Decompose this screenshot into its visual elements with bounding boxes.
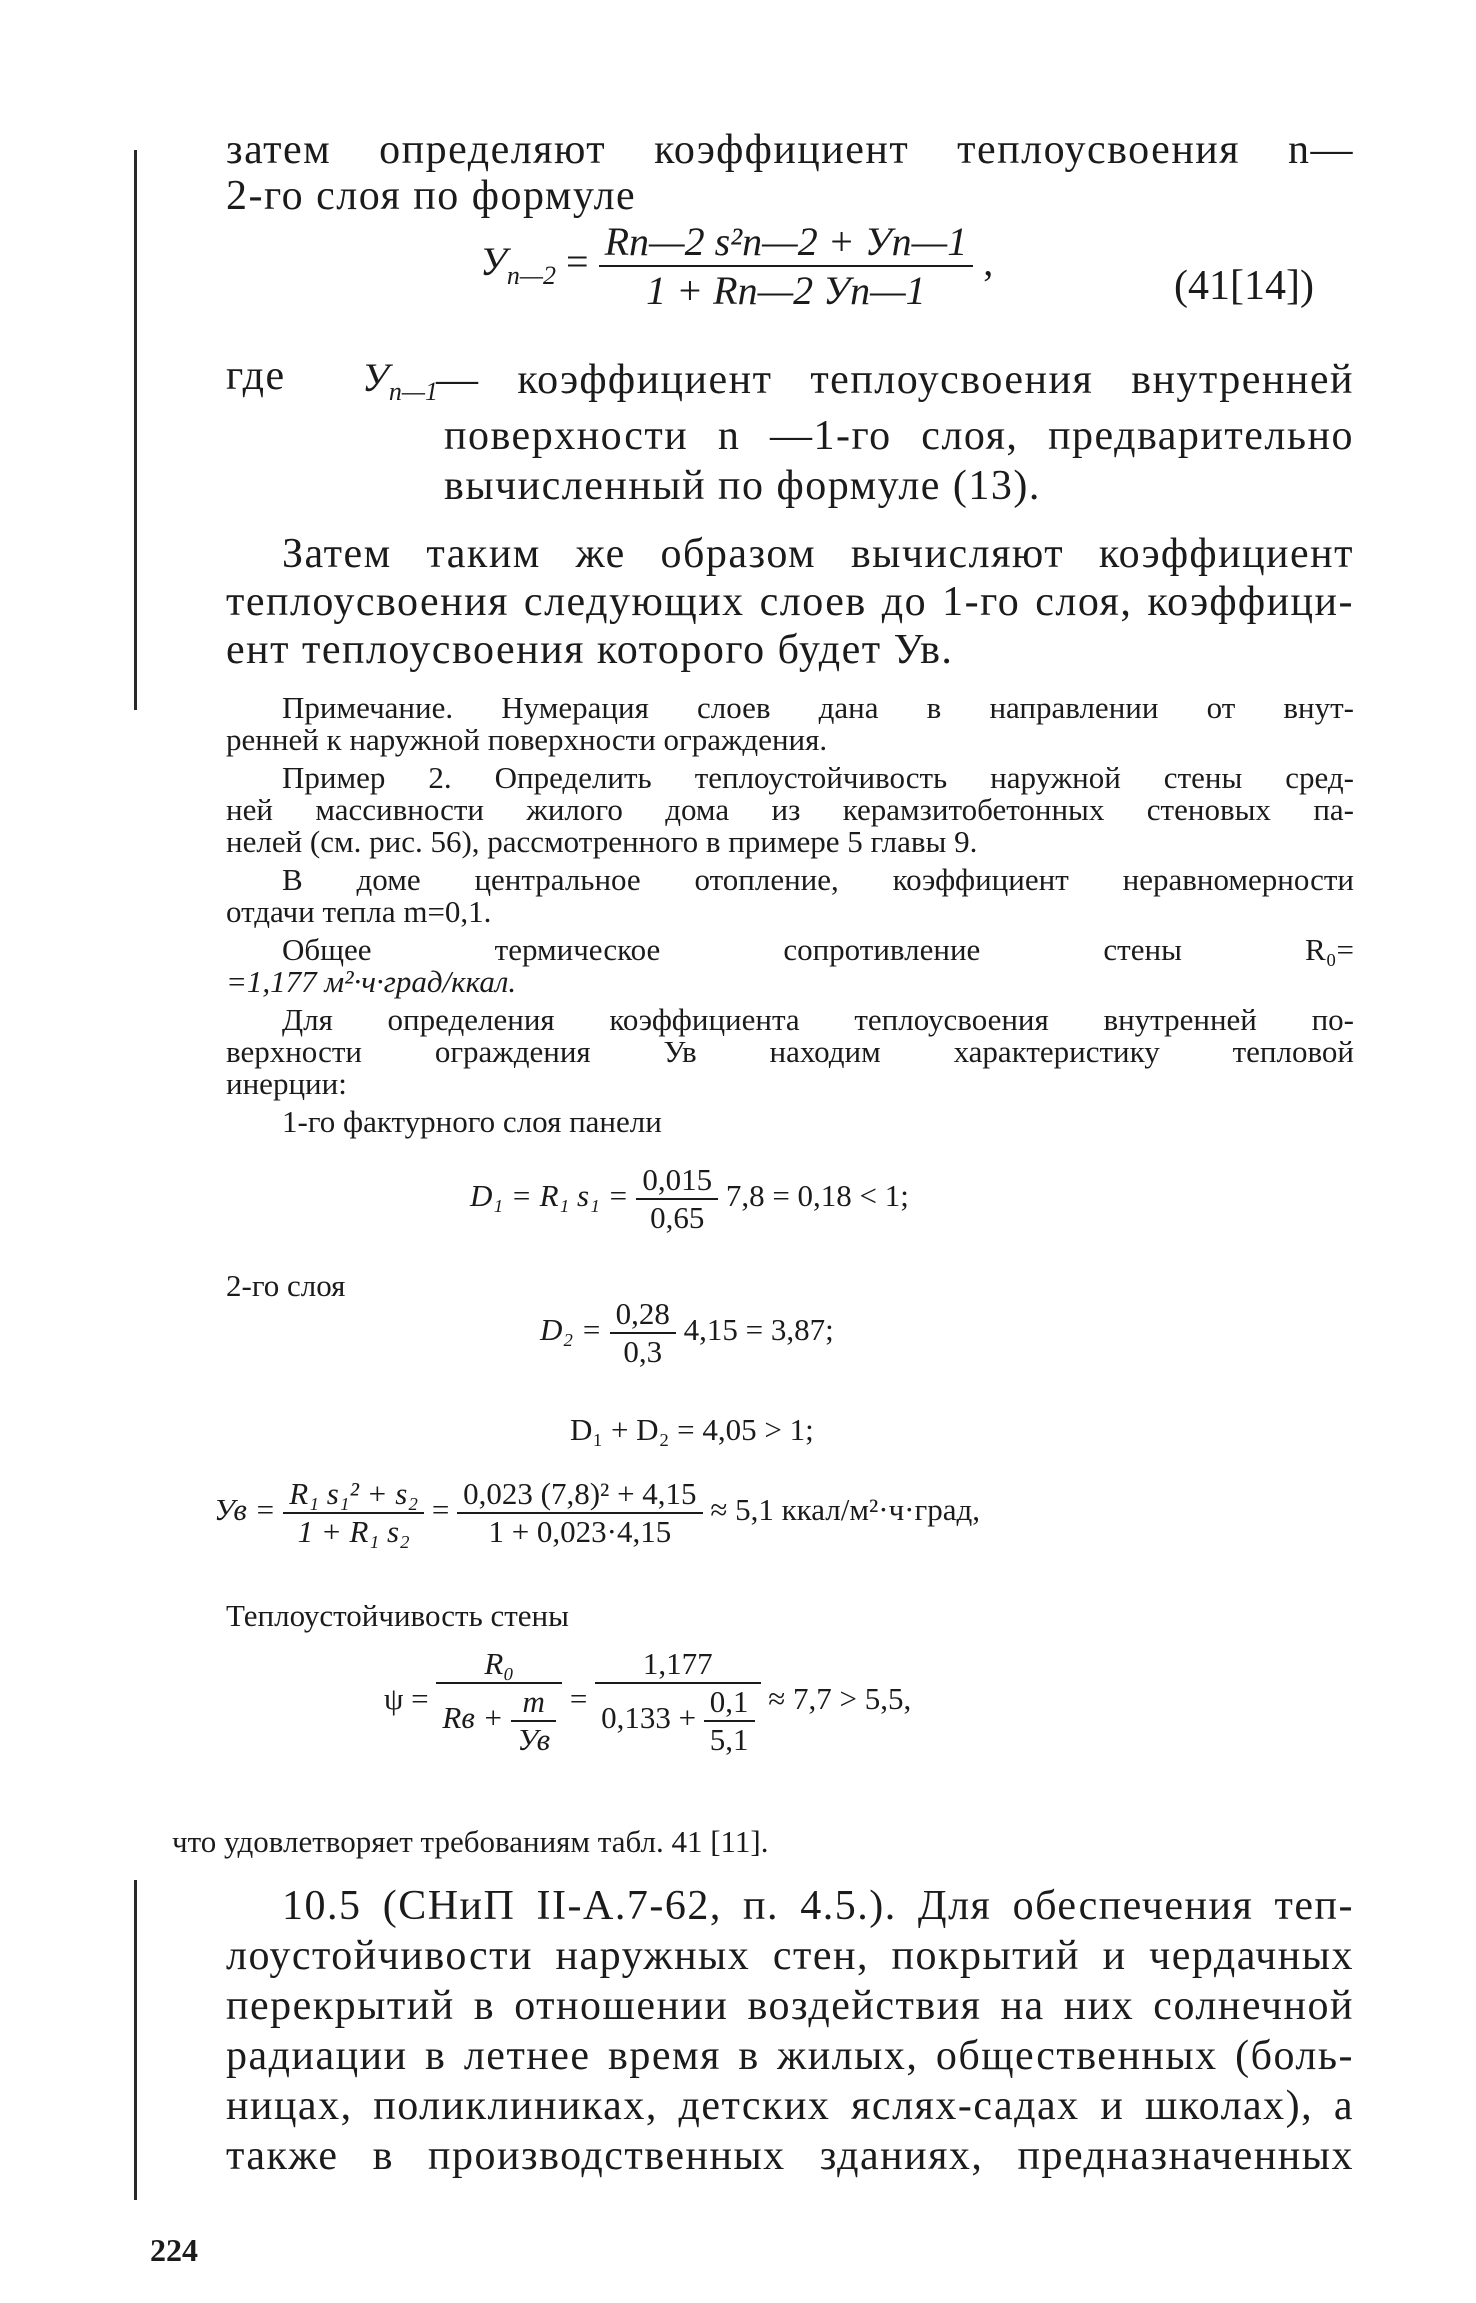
equation-psi-eq: = (569, 1681, 588, 1717)
conclusion-line: что удовлетворяет требованиям табл. 41 [11]. (172, 1824, 769, 1859)
formula-41-denominator: 1 + Rn—2 Уn—1 (646, 268, 926, 313)
margin-bar-top (134, 150, 137, 710)
equation-psi-fraction-2 (595, 1646, 760, 1758)
where-symbol-sub: n—1 (388, 377, 439, 406)
note-line: Примечание. Нумерация слоев дана в направлении от внут- (282, 690, 1354, 725)
equation-d2-den: 0,3 (623, 1334, 663, 1369)
example-line: В доме центральное отопление, коэффициент неравномерности (282, 862, 1354, 897)
equation-psi-num1: R₀ (436, 1646, 562, 1684)
equation-psi-lhs: ψ = (384, 1681, 429, 1717)
equation-yv-fraction-2 (457, 1476, 702, 1550)
example-line: 1-го фактурного слоя панели (282, 1104, 662, 1139)
formula-41-fraction (599, 218, 974, 314)
equation-d2-lhs: D₂ = (540, 1312, 602, 1348)
example-line: =1,177 м²·ч·град/ккал. (226, 964, 517, 999)
equation-d2-num: 0,28 (610, 1296, 676, 1334)
equation-psi-fraction-1 (436, 1646, 562, 1758)
margin-bar-bottom (134, 1880, 137, 2200)
example-line: Пример 2. Определить теплоустойчивость наружной стены сред- (282, 760, 1354, 795)
equation-psi-den1-num: m (511, 1684, 556, 1722)
equation-yv-num2: 0,023 (7,8)² + 4,15 (457, 1476, 702, 1514)
where-line: — коэффициент теплоусвоения внутренней (436, 357, 1354, 403)
equation-d2-rhs: 4,15 = 3,87; (683, 1312, 834, 1348)
equation-psi-rhs: ≈ 7,7 > 5,5, (768, 1681, 912, 1717)
equation-psi-den2-num: 0,1 (704, 1684, 755, 1722)
equation-yv-den1: 1 + R₁ s₂ (297, 1514, 410, 1549)
equation-psi-den1-a: Rв + (442, 1700, 504, 1736)
equation-yv-num1: R₁ s₁² + s₂ (283, 1476, 424, 1514)
equation-d1-fraction (636, 1162, 718, 1236)
formula-41-trail: , (983, 239, 994, 285)
label-layer-2: 2-го слоя (226, 1268, 346, 1303)
section-line: радиации в летнее время в жилых, общественных (боль- (226, 2033, 1354, 2079)
equation-psi-den2 (595, 1684, 760, 1758)
text-line: Затем таким же образом вычисляют коэффициент (282, 531, 1354, 577)
equation-d1-rhs: 7,8 = 0,18 < 1; (725, 1178, 909, 1214)
equation-psi-num2: 1,177 (595, 1646, 760, 1684)
section-line: 10.5 (СНиП II-А.7-62, п. 4.5.). Для обеспечения теп- (282, 1883, 1354, 1929)
equation-yv-den2: 1 + 0,023·4,15 (488, 1514, 672, 1549)
label-stability: Теплоустойчивость стены (226, 1598, 569, 1633)
equation-d1-lhs: D₁ = R₁ s₁ = (470, 1178, 629, 1214)
example-line: отдачи тепла m=0,1. (226, 894, 492, 929)
formula-41-number: (41[14]) (1174, 263, 1314, 309)
equation-psi-den1 (436, 1684, 562, 1758)
example-line: верхности ограждения Ув находим характеристику тепловой (226, 1034, 1354, 1069)
page-number: 224 (150, 2232, 198, 2268)
text-line: теплоусвоения следующих слоев до 1-го слоя, коэффици- (226, 579, 1354, 625)
equation-psi (384, 1646, 911, 1758)
where-line: вычисленный по формуле (13). (444, 463, 1041, 509)
equation-psi-den2-den: 5,1 (709, 1722, 749, 1757)
equation-d1-den: 0,65 (650, 1200, 705, 1235)
equation-psi-den2-a: 0,133 + (601, 1700, 697, 1736)
equation-yv-fraction-1 (283, 1476, 424, 1550)
example-line: ней массивности жилого дома из керамзитобетонных стеновых па- (226, 792, 1354, 827)
example-line: нелей (см. рис. 56), рассмотренного в примере 5 главы 9. (226, 824, 978, 859)
section-line: лоустойчивости наружных стен, покрытий и чердачных (226, 1933, 1354, 1979)
equation-d1 (470, 1162, 909, 1236)
example-line: Общее термическое сопротивление стены R₀= (282, 932, 1354, 967)
formula-41 (480, 218, 993, 314)
equation-yv-eq: = (431, 1492, 450, 1528)
where-word: где (226, 353, 286, 399)
text-line: затем определяют коэффициент теплоусвоения n— (226, 127, 1354, 173)
equation-d2-fraction (610, 1296, 676, 1370)
section-line: также в производственных зданиях, предназначенных (226, 2133, 1354, 2179)
equation-yv-rhs: ≈ 5,1 ккал/м²·ч·град, (710, 1492, 980, 1528)
text-line: 2-го слоя по формуле (226, 173, 637, 219)
equation-yv-lhs: Ув = (214, 1492, 276, 1528)
equation-psi-den1-den: Ув (517, 1722, 551, 1757)
equation-d2 (540, 1296, 834, 1370)
formula-41-eq: = (566, 239, 589, 285)
formula-41-lhs-sub: n—2 (506, 261, 557, 291)
where-symbol-letter: У (362, 355, 389, 400)
example-line: Для определения коэффициента теплоусвоения внутренней по- (282, 1002, 1354, 1037)
equation-d-sum: D₁ + D₂ = 4,05 > 1; (570, 1412, 814, 1447)
equation-yv (214, 1476, 980, 1550)
text-line: ент теплоусвоения которого будет Ув. (226, 627, 954, 673)
note-line: ренней к наружной поверхности ограждения. (226, 722, 828, 757)
where-line: поверхности n —1-го слоя, предварительно (444, 413, 1354, 459)
formula-41-lhs: У (480, 239, 507, 285)
equation-psi-den2-fraction (704, 1684, 755, 1758)
where-symbol (362, 354, 438, 407)
section-line: перекрытий в отношении воздействия на них солнечной (226, 1983, 1354, 2029)
formula-41-numerator: Rn—2 s²n—2 + Уn—1 (599, 218, 974, 267)
section-line: ницах, поликлиниках, детских яслях-садах и школах), а (226, 2083, 1354, 2129)
equation-d1-num: 0,015 (636, 1162, 718, 1200)
equation-psi-den1-fraction (511, 1684, 556, 1758)
example-line: инерции: (226, 1066, 347, 1101)
